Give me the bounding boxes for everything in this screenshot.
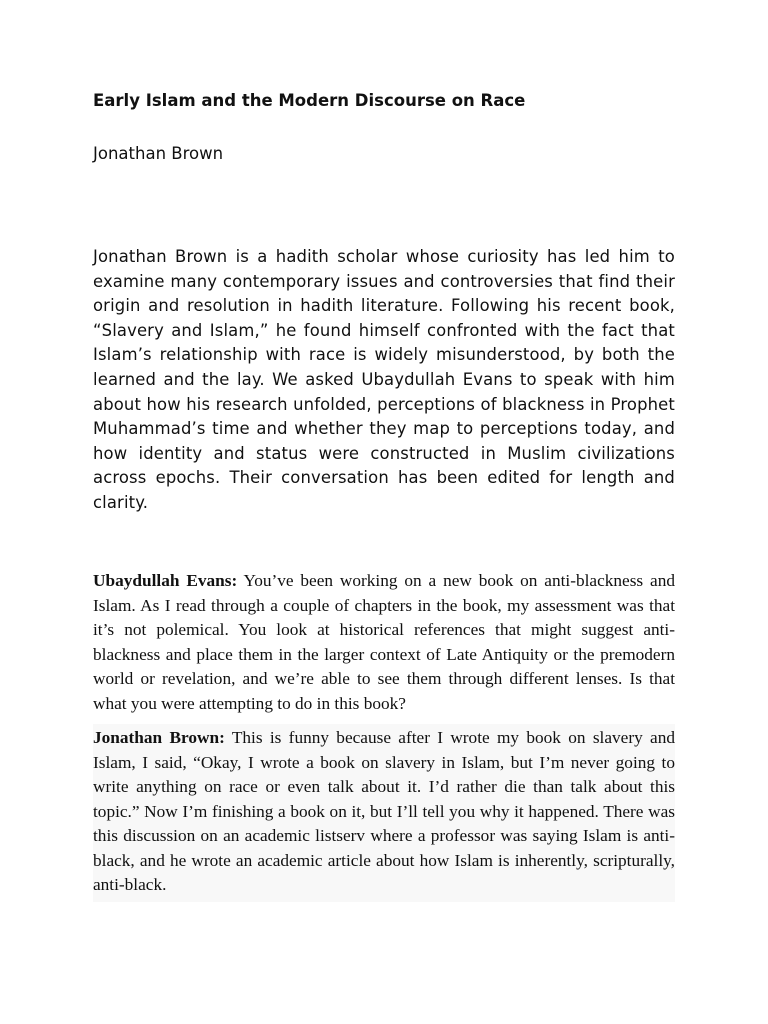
interview-question bbox=[93, 569, 675, 716]
speaker-name: Jonathan Brown: bbox=[93, 728, 225, 747]
speaker-text: You’ve been working on a new book on anti-blackness and Islam. As I read through a couple of chapters in the book, my assessment was that it’s not polemical. You look at historical references that might suggest anti-blackness and place them in the larger context of Late Antiquity or the premodern world or revelation, and we’re able to see them through different lenses. Is that what you were attempting to do in this book? bbox=[93, 571, 675, 713]
article-title: Early Islam and the Modern Discourse on Race bbox=[93, 91, 526, 110]
article-intro: Jonathan Brown is a hadith scholar whose curiosity has led him to examine many contemporary issues and controversies that find their origin and resolution in hadith literature. Following his recent book, “Slavery and Islam,” he found himself confronted with the fact that Islam’s relationship with race is widely misunderstood, by both the learned and the lay. We asked Ubaydullah Evans to speak with him about how his research unfolded, perceptions of blackness in Prophet Muhammad’s time and whether they map to perceptions today, and how identity and status were constructed in Muslim civilizations across epochs. Their conversation has been edited for length and clarity. bbox=[93, 247, 675, 512]
interview-answer bbox=[93, 724, 675, 902]
speaker-text: This is funny because after I wrote my book on slavery and Islam, I said, “Okay, I wrote a book on slavery in Islam, but I’m never going to write anything on race or even talk about it. I’d rather die than talk about this topic.” Now I’m finishing a book on it, but I’ll tell you why it happened. There was this discussion on an academic listserv where a professor was saying Islam is anti-black, and he wrote an academic article about how Islam is inherently, scripturally, anti-black. bbox=[93, 728, 675, 894]
article-author: Jonathan Brown bbox=[93, 144, 224, 163]
speaker-name: Ubaydullah Evans: bbox=[93, 571, 238, 590]
